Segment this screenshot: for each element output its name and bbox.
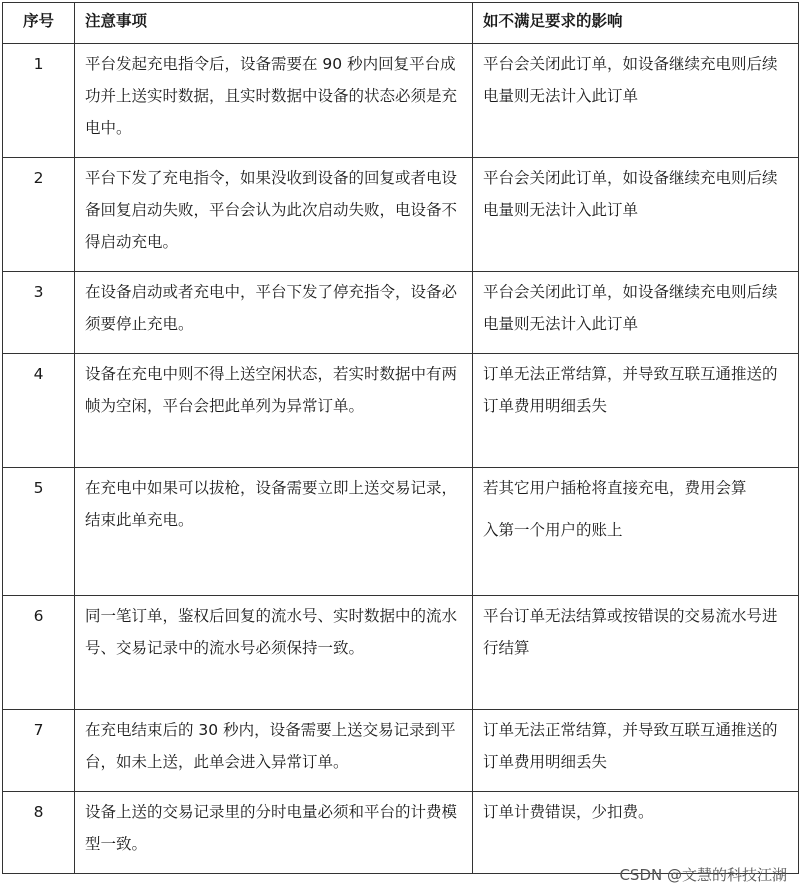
row-impact: 订单无法正常结算，并导致互联互通推送的订单费用明细丢失 bbox=[473, 354, 799, 468]
row-no: 7 bbox=[3, 710, 75, 792]
watermark-text: CSDN @文慧的科技江湖 bbox=[619, 866, 787, 884]
row-impact-cell bbox=[473, 468, 799, 596]
row-no: 1 bbox=[3, 44, 75, 158]
table-row bbox=[3, 468, 799, 596]
table-row bbox=[3, 710, 799, 792]
row-impact: 订单无法正常结算，并导致互联互通推送的订单费用明细丢失 bbox=[473, 710, 799, 792]
row-impact: 平台会关闭此订单，如设备继续充电则后续电量则无法计入此订单 bbox=[473, 272, 799, 354]
row-item: 平台发起充电指令后，设备需要在 90 秒内回复平台成功并上送实时数据，且实时数据中设备的状态必须是充电中。 bbox=[75, 44, 473, 158]
row-no: 2 bbox=[3, 158, 75, 272]
header-row bbox=[3, 3, 799, 44]
table-row bbox=[3, 354, 799, 468]
row-no: 3 bbox=[3, 272, 75, 354]
table-row bbox=[3, 792, 799, 874]
row-impact: 平台会关闭此订单，如设备继续充电则后续电量则无法计入此订单 bbox=[473, 44, 799, 158]
row-impact: 平台订单无法结算或按错误的交易流水号进行结算 bbox=[473, 596, 799, 710]
row-no: 4 bbox=[3, 354, 75, 468]
table-row bbox=[3, 596, 799, 710]
header-impact: 如不满足要求的影响 bbox=[473, 3, 799, 44]
table-row bbox=[3, 44, 799, 158]
row-item: 在充电结束后的 30 秒内，设备需要上送交易记录到平台，如未上送，此单会进入异常订单。 bbox=[75, 710, 473, 792]
table-row bbox=[3, 272, 799, 354]
row-impact: 订单计费错误，少扣费。 bbox=[473, 792, 799, 874]
row-item: 同一笔订单，鉴权后回复的流水号、实时数据中的流水号、交易记录中的流水号必须保持一致。 bbox=[75, 596, 473, 710]
row-impact-continued: 入第一个用户的账上 bbox=[483, 521, 623, 539]
row-item: 在充电中如果可以拔枪，设备需要立即上送交易记录，结束此单充电。 bbox=[75, 468, 473, 596]
row-item: 在设备启动或者充电中，平台下发了停充指令，设备必须要停止充电。 bbox=[75, 272, 473, 354]
header-item: 注意事项 bbox=[75, 3, 473, 44]
header-no: 序号 bbox=[3, 3, 75, 44]
row-no: 8 bbox=[3, 792, 75, 874]
row-item: 设备上送的交易记录里的分时电量必须和平台的计费模型一致。 bbox=[75, 792, 473, 874]
row-impact: 平台会关闭此订单，如设备继续充电则后续电量则无法计入此订单 bbox=[473, 158, 799, 272]
row-item: 设备在充电中则不得上送空闲状态，若实时数据中有两帧为空闲，平台会把此单列为异常订单。 bbox=[75, 354, 473, 468]
table-row bbox=[3, 158, 799, 272]
row-no: 6 bbox=[3, 596, 75, 710]
row-no: 5 bbox=[3, 468, 75, 596]
requirements-table bbox=[2, 2, 799, 874]
row-impact: 若其它用户插枪将直接充电，费用会算 bbox=[483, 479, 747, 497]
row-item: 平台下发了充电指令，如果没收到设备的回复或者电设备回复启动失败，平台会认为此次启动失败，电设备不得启动充电。 bbox=[75, 158, 473, 272]
